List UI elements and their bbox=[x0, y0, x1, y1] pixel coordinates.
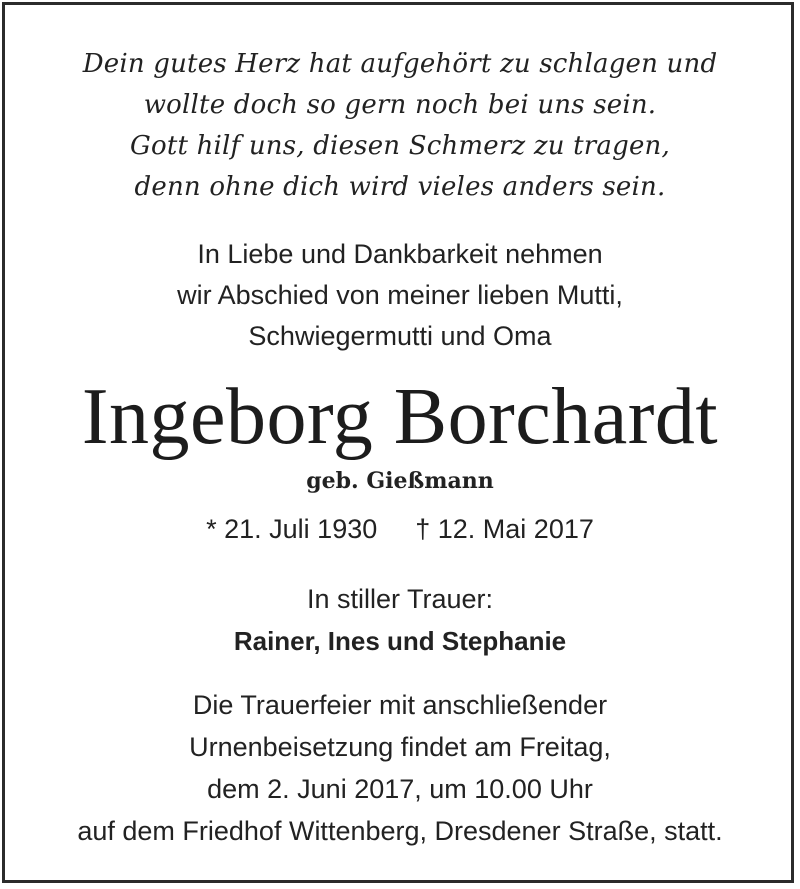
farewell-intro bbox=[0, 234, 800, 357]
ceremony-line: Urnenbeisetzung findet am Freitag, bbox=[189, 732, 611, 762]
maiden-name: geb. Gießmann bbox=[306, 468, 494, 494]
poem-line: Gott hilf uns, diesen Schmerz zu tragen, bbox=[130, 131, 670, 161]
intro-line: Schwiegermutti und Oma bbox=[248, 321, 552, 351]
intro-line: In Liebe und Dankbarkeit nehmen bbox=[197, 239, 603, 269]
death-date: † 12. Mai 2017 bbox=[415, 514, 594, 544]
birth-date: * 21. Juli 1930 bbox=[206, 514, 378, 544]
intro-line: wir Abschied von meiner lieben Mutti, bbox=[177, 280, 623, 310]
poem-line: denn ohne dich wird vieles anders sein. bbox=[134, 172, 666, 202]
ceremony-line: auf dem Friedhof Wittenberg, Dresdener Straße, statt. bbox=[77, 816, 723, 846]
poem-line: wollte doch so gern noch bei uns sein. bbox=[143, 90, 657, 120]
ceremony-line: Die Trauerfeier mit anschließender bbox=[192, 690, 608, 720]
poem-line: Dein gutes Herz hat aufgehört zu schlagen und bbox=[82, 49, 718, 79]
poem-verse bbox=[0, 44, 800, 208]
ceremony-details bbox=[0, 684, 800, 852]
ceremony-line: dem 2. Juni 2017, um 10.00 Uhr bbox=[207, 774, 593, 804]
deceased-name: Ingeborg Borchardt bbox=[81, 373, 719, 461]
life-dates bbox=[0, 510, 800, 548]
mourner-names: Rainer, Ines und Stephanie bbox=[233, 626, 567, 656]
mourning-label: In stiller Trauer: bbox=[306, 584, 494, 614]
